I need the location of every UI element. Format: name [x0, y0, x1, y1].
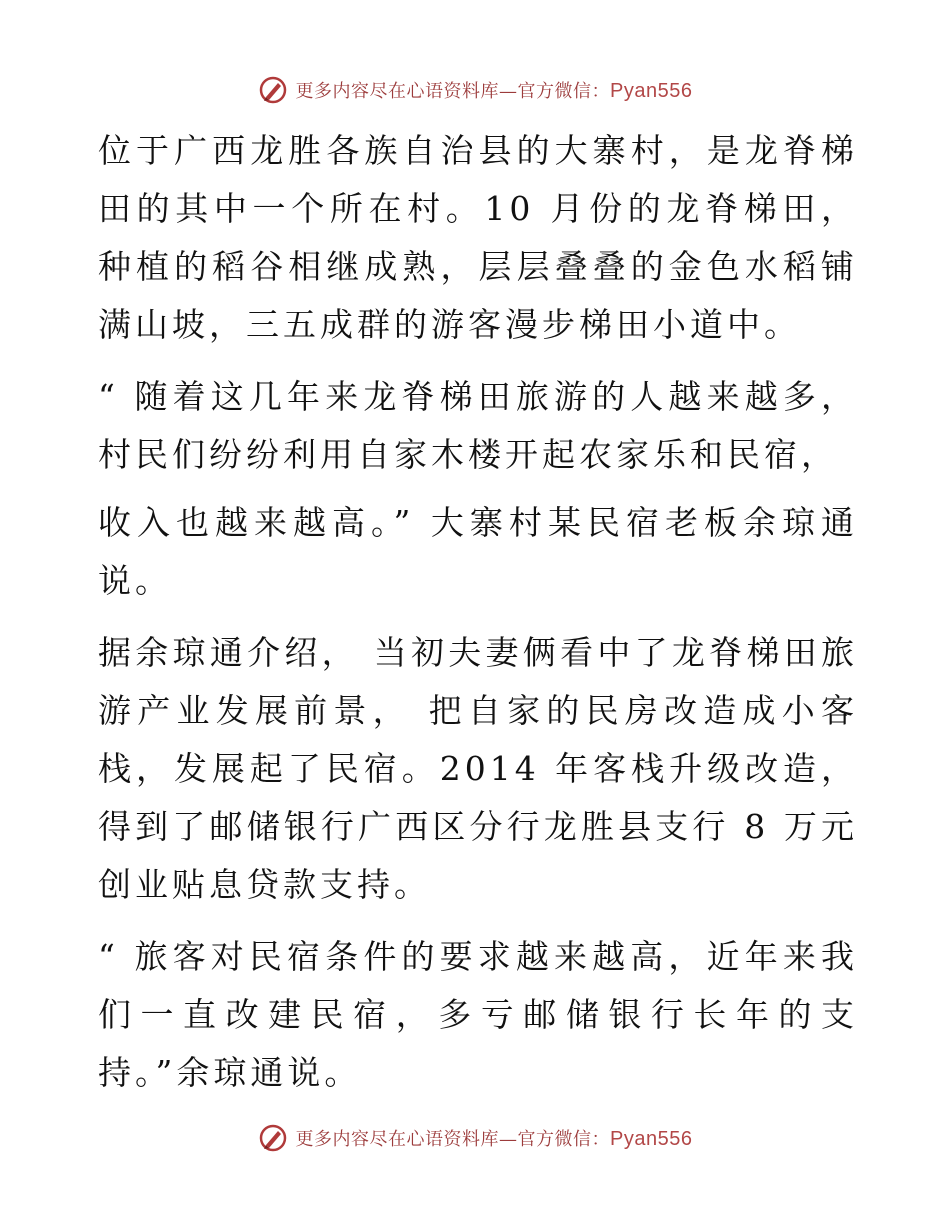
footer-banner — [0, 1118, 950, 1158]
paragraph-4: 据余琼通介绍， 当初夫妻俩看中了龙脊梯田旅游产业发展前景， 把自家的民房改造成小客栈，发展起了民宿。2014 年客栈升级改造，得到了邮储银行广西区分行龙胜县支行 8 万元创业贴息贷款支持。 — [98, 633, 858, 904]
footer-banner-text — [296, 1125, 693, 1151]
paragraph-5: “ 旅客对民宿条件的要求越来越高，近年来我们一直改建民宿，多亏邮储银行长年的支持。”余琼通说。 — [98, 937, 858, 1092]
pen-circle-logo-icon — [258, 75, 288, 105]
pen-circle-logo-icon — [258, 1123, 288, 1153]
header-wechat-id: Pyan556 — [610, 80, 693, 102]
header-banner-label: 更多内容尽在心语资料库—官方微信： — [295, 81, 611, 102]
article-body — [98, 122, 858, 1116]
header-banner — [0, 70, 950, 110]
paragraph-3: 收入也越来越高。” 大寨村某民宿老板余琼通说。 — [98, 503, 858, 600]
header-banner-text — [296, 77, 693, 103]
paragraph-1: 位于广西龙胜各族自治县的大寨村，是龙脊梯田的其中一个所在村。10 月份的龙脊梯田，种植的稻谷相继成熟，层层叠叠的金色水稻铺满山坡，三五成群的游客漫步梯田小道中。 — [98, 131, 858, 344]
footer-wechat-id: Pyan556 — [610, 1128, 693, 1150]
footer-banner-label: 更多内容尽在心语资料库—官方微信： — [295, 1129, 611, 1150]
paragraph-2: “ 随着这几年来龙脊梯田旅游的人越来越多，村民们纷纷利用自家木楼开起农家乐和民宿， — [98, 377, 858, 474]
